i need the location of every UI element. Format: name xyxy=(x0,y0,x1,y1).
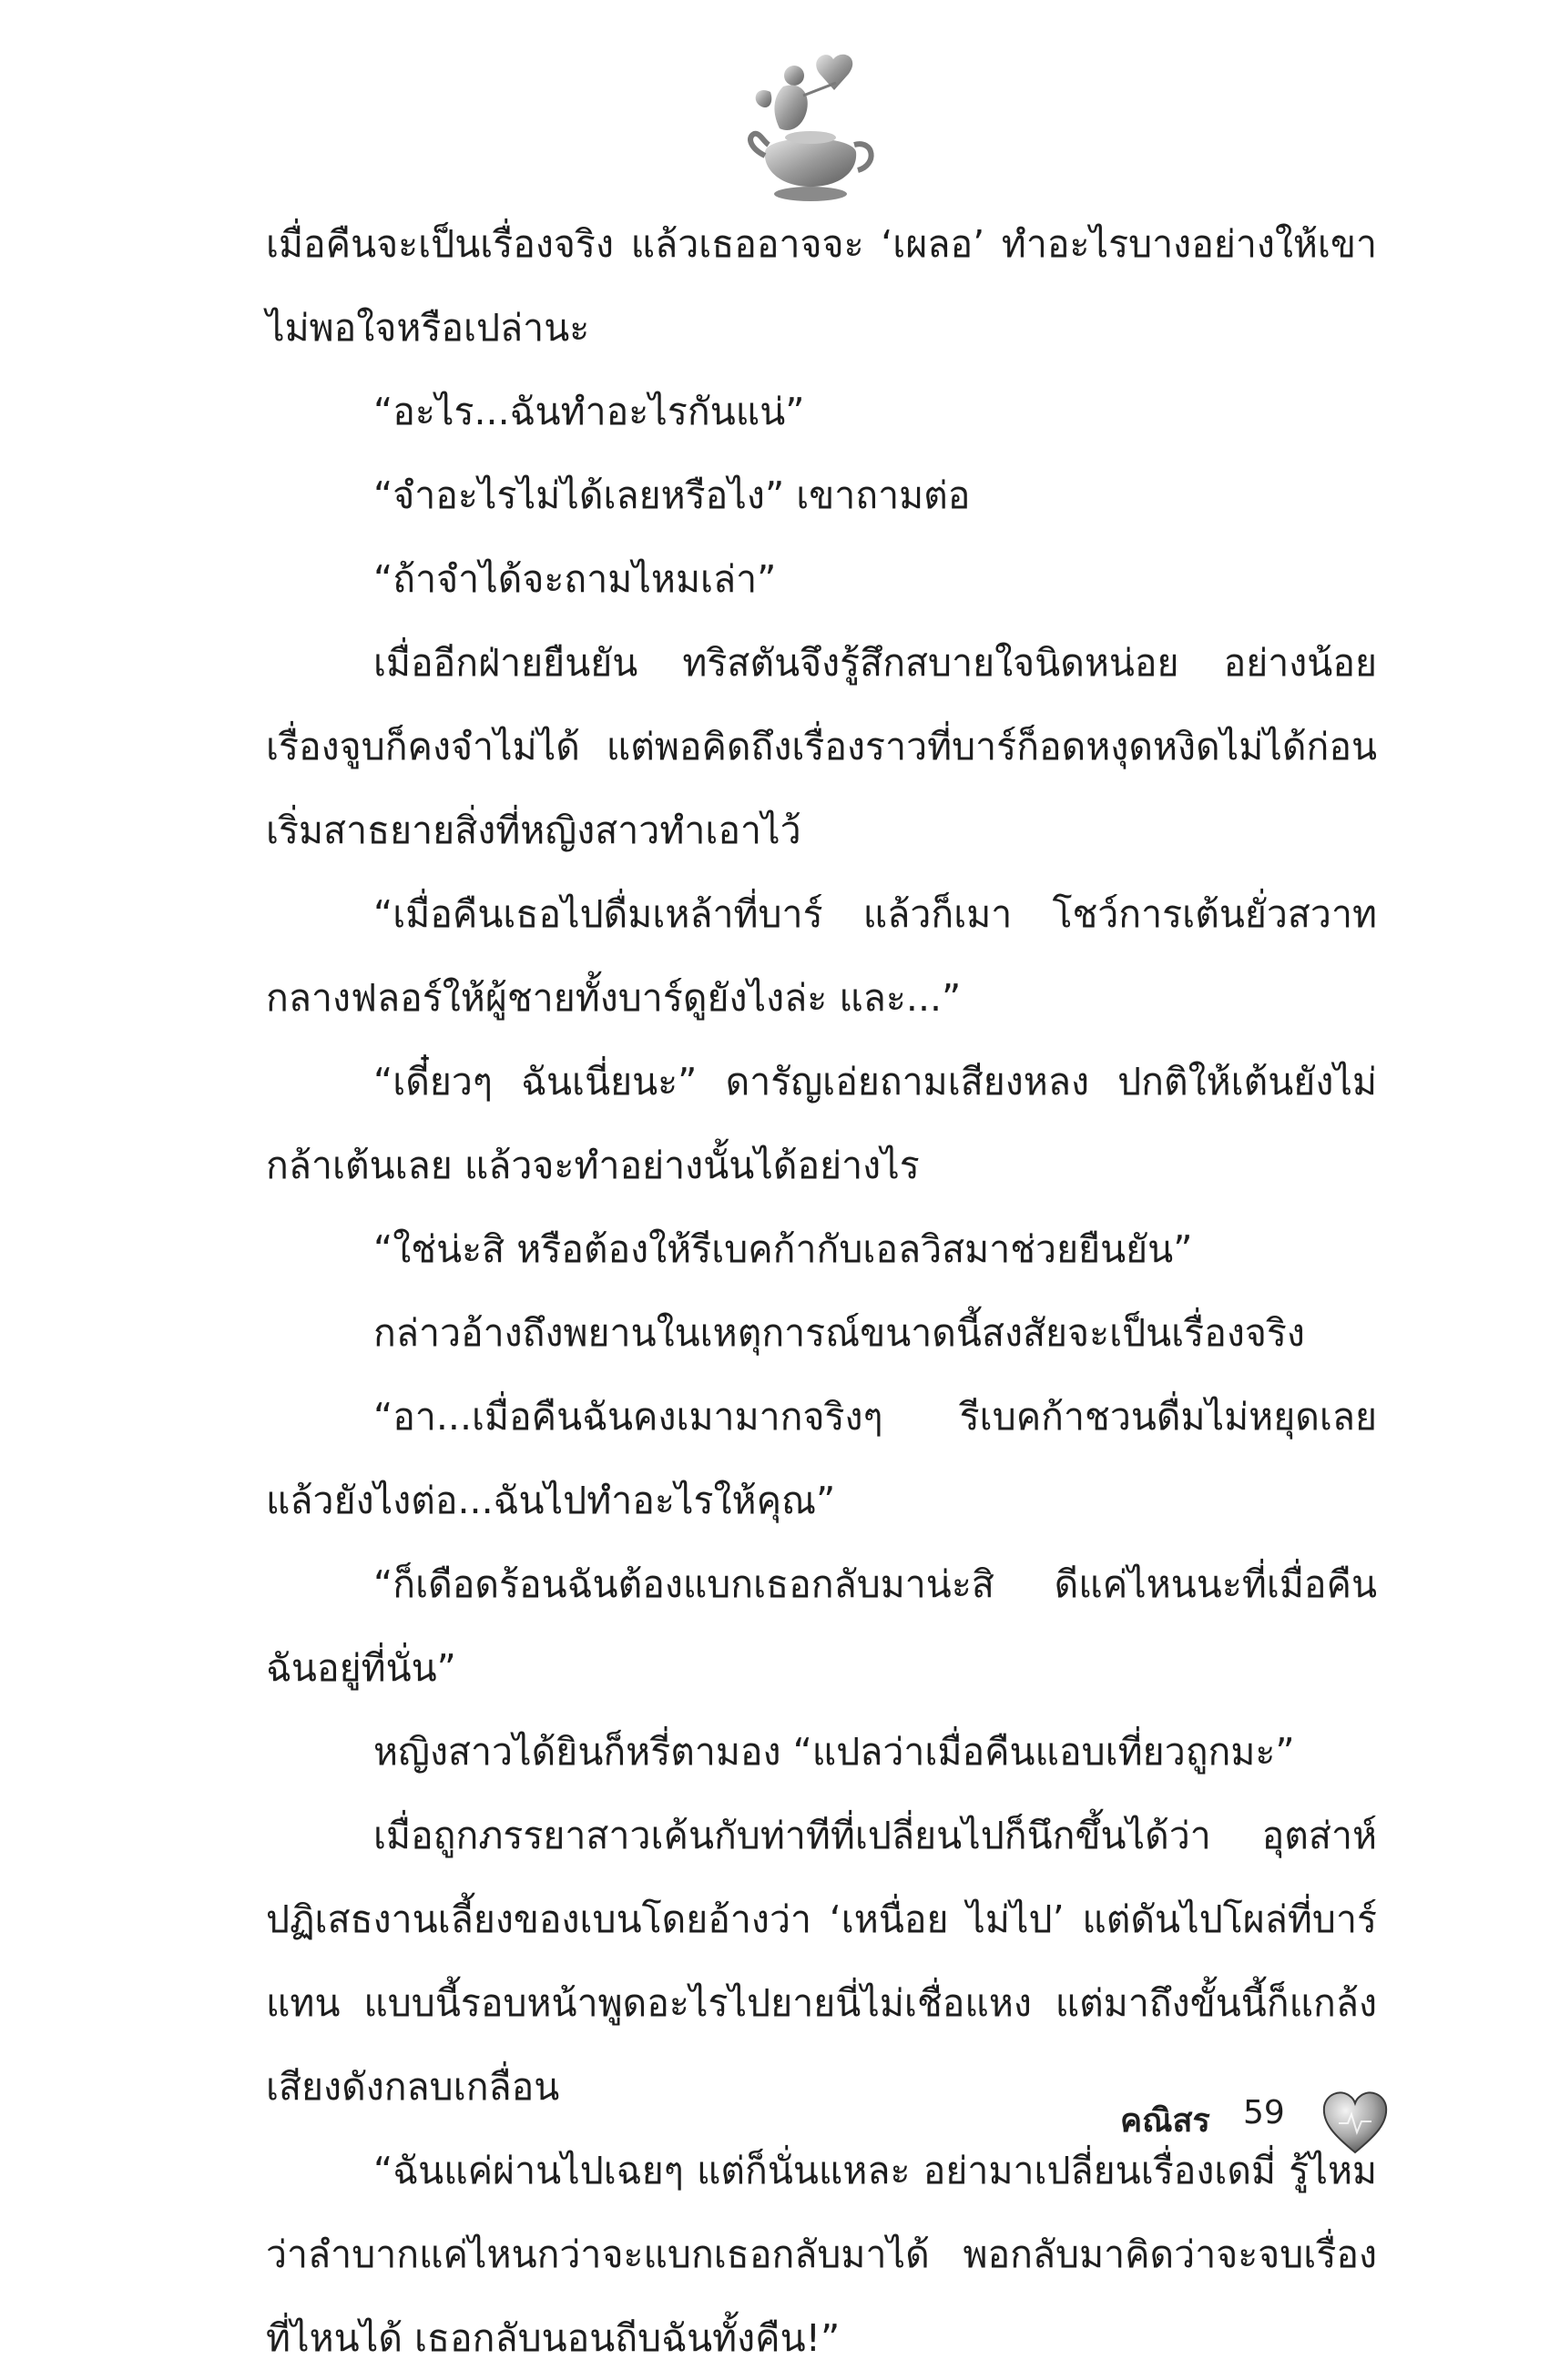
paragraph: เมื่อคืนจะเป็นเรื่องจริง แล้วเธออาจจะ ‘เผลอ’ ทำอะไรบางอย่างให้เขาไม่พอใจหรือเปล่านะ xyxy=(266,222,1377,350)
body-text xyxy=(266,202,1377,2380)
paragraph: “ถ้าจำได้จะถามไหมเล่า” xyxy=(373,557,777,601)
paragraph: “ฉันแค่ผ่านไปเฉยๆ แต่ก็นั่นแหละ อย่ามาเปลี่ยนเรื่องเดมี่ รู้ไหมว่าลำบากแค่ไหนกว่าจะแบกเธอกลับมาได้ พอกลับมาคิดว่าจะจบเรื่องที่ไหนได้ เธอกลับนอนถีบฉันทั้งคืน!” xyxy=(266,2149,1377,2360)
paragraph: เมื่ออีกฝ่ายยืนยัน ทริสตันจึงรู้สึกสบายใจนิดหน่อย อย่างน้อยเรื่องจูบก็คงจำไม่ได้ แต่พอคิดถึงเรื่องราวที่บาร์ก็อดหงุดหงิดไม่ได้ก่อนเริ่มสาธยายสิ่งที่หญิงสาวทำเอาไว้ xyxy=(266,641,1377,852)
paragraph: “เดี๋ยวๆ ฉันเนี่ยนะ” ดารัญเอ่ยถามเสียงหลง ปกติให้เต้นยังไม่กล้าเต้นเลย แล้วจะทำอย่างนั้นได้อย่างไร xyxy=(266,1060,1377,1187)
paragraph: “อะไร...ฉันทำอะไรกันแน่” xyxy=(373,390,805,433)
paragraph: “อา...เมื่อคืนฉันคงเมามากจริงๆ รีเบคก้าชวนดื่มไม่หยุดเลยแล้วยังไงต่อ...ฉันไปทำอะไรให้คุณ” xyxy=(266,1395,1377,1522)
paragraph: “ก็เดือดร้อนฉันต้องแบกเธอกลับมาน่ะสิ ดีแค่ไหนนะที่เมื่อคืนฉันอยู่ที่นั่น” xyxy=(266,1562,1377,1690)
cupid-teapot-icon xyxy=(747,50,883,209)
heart-icon xyxy=(1319,2085,1392,2158)
paragraph: “จำอะไรไม่ได้เลยหรือไง” เขาถามต่อ xyxy=(373,473,971,517)
paragraph: เมื่อถูกภรรยาสาวเค้นกับท่าทีที่เปลี่ยนไปก็นึกขึ้นได้ว่า อุตส่าห์ปฏิเสธงานเลี้ยงของเบนโดยอ้างว่า ‘เหนื่อย ไม่ไป’ แต่ดันไปโผล่ที่บาร์แทน แบบนี้รอบหน้าพูดอะไรไปยายนี่ไม่เชื่อแหง แต่มาถึงขั้นนี้ก็แกล้งเสียงดังกลบเกลื่อน xyxy=(266,1814,1377,2109)
paragraph: “ใช่น่ะสิ หรือต้องให้รีเบคก้ากับเอลวิสมาช่วยยืนยัน” xyxy=(373,1227,1193,1271)
paragraph: หญิงสาวได้ยินก็หรี่ตามอง “แปลว่าเมื่อคืนแอบเที่ยวถูกมะ” xyxy=(373,1730,1295,1774)
paragraph: กล่าวอ้างถึงพยานในเหตุการณ์ขนาดนี้สงสัยจะเป็นเรื่องจริง xyxy=(373,1311,1305,1355)
author-name: คณิสร xyxy=(1120,2102,1210,2140)
page-number: 59 xyxy=(1243,2094,1285,2131)
page-footer xyxy=(1120,2078,1402,2160)
paragraph: “เมื่อคืนเธอไปดื่มเหล้าที่บาร์ แล้วก็เมา โชว์การเต้นยั่วสวาทกลางฟลอร์ให้ผู้ชายทั้งบาร์ดูยังไงล่ะ และ...” xyxy=(266,892,1377,1020)
